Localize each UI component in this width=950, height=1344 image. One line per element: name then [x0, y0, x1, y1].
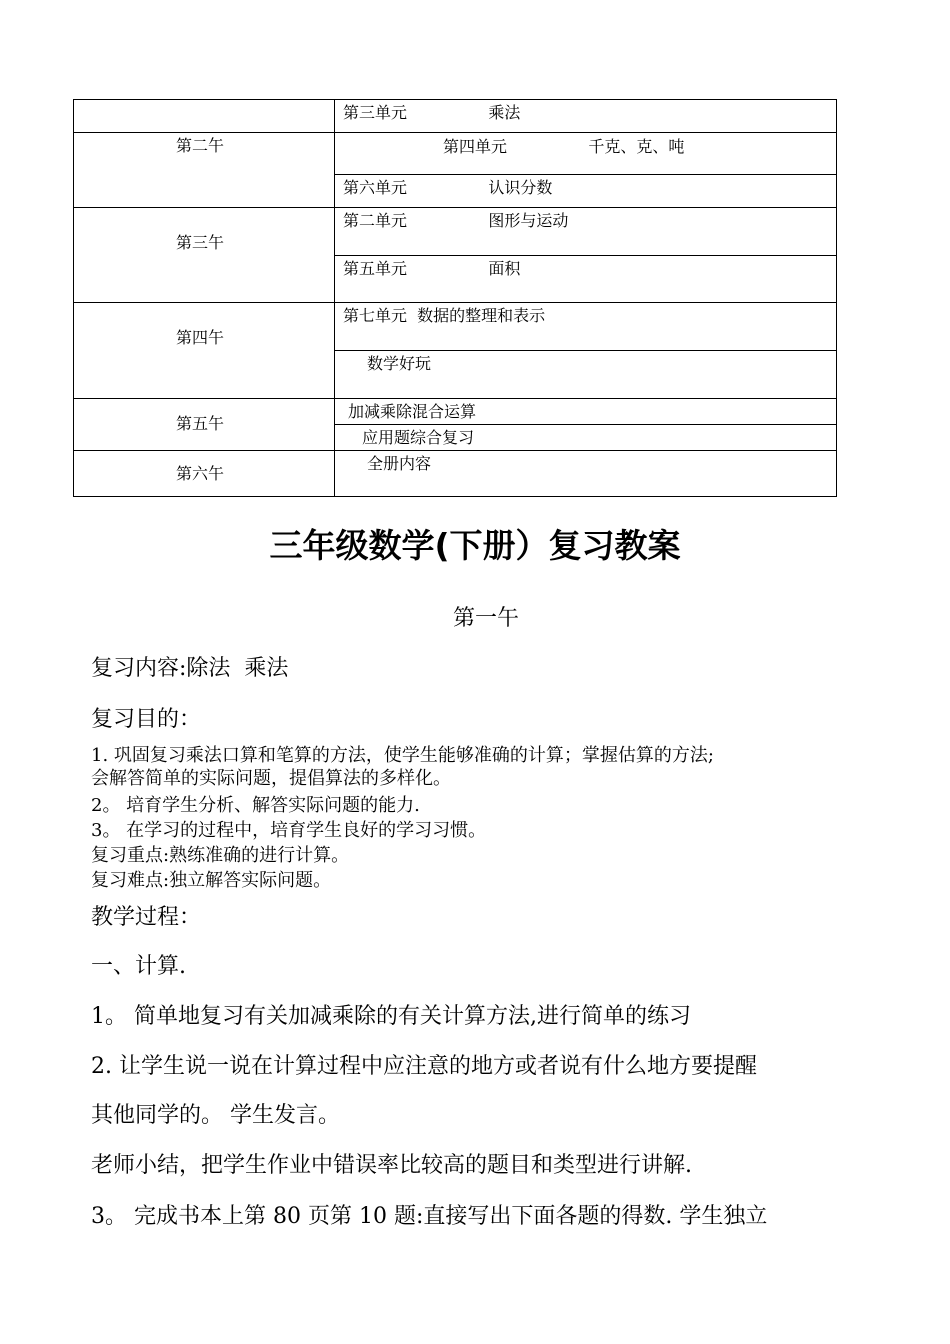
step-heading: 一、计算.	[91, 954, 186, 979]
unit-cell: 全册内容	[367, 454, 432, 473]
unit-cell: 应用题综合复习	[362, 428, 475, 447]
difficulty-point: 复习难点:独立解答实际问题。	[91, 870, 332, 891]
unit-cell: 第六单元 认识分数	[343, 178, 553, 197]
period-label: 第三午	[176, 233, 225, 252]
period-label: 第六午	[176, 464, 225, 483]
process-heading: 教学过程：	[91, 905, 202, 930]
paragraph: 3。 完成书本上第 80 页第 10 题:直接写出下面各题的得数. 学生独立	[91, 1204, 768, 1229]
unit-cell: 第三单元 乘法	[343, 103, 521, 122]
unit-cell: 加减乘除混合运算	[348, 402, 477, 421]
section-heading: 第一午	[452, 606, 519, 631]
goal-item: 3。 在学习的过程中，培育学生良好的学习习惯。	[91, 820, 487, 841]
paragraph: 1。 简单地复习有关加减乘除的有关计算方法,进行简单的练习	[91, 1004, 691, 1029]
unit-cell: 第七单元 数据的整理和表示	[343, 306, 546, 325]
key-point: 复习重点:熟练准确的进行计算。	[91, 845, 350, 866]
period-label: 第五午	[176, 414, 225, 433]
schedule-table	[73, 99, 837, 497]
review-content: 复习内容:除法 乘法	[91, 656, 289, 681]
paragraph: 老师小结，把学生作业中错误率比较高的题目和类型进行讲解.	[91, 1153, 692, 1178]
period-label: 第四午	[176, 328, 225, 347]
document-title: 三年级数学(下册）复习教案	[269, 526, 681, 565]
paragraph: 其他同学的。 学生发言。	[91, 1103, 340, 1128]
goal-item: 1. 巩固复习乘法口算和笔算的方法，使学生能够准确的计算；掌握估算的方法;	[91, 745, 714, 766]
period-label: 第二午	[176, 136, 225, 155]
paragraph: 2. 让学生说一说在计算过程中应注意的地方或者说有什么地方要提醒	[91, 1054, 757, 1079]
goal-item: 2。 培育学生分析、解答实际问题的能力.	[91, 795, 420, 816]
unit-cell: 数学好玩	[367, 354, 432, 373]
unit-cell: 第五单元 面积	[343, 259, 521, 278]
unit-cell: 第四单元 千克、克、吨	[443, 137, 685, 156]
unit-cell: 第二单元 图形与运动	[343, 211, 569, 230]
goal-item: 会解答简单的实际问题，提倡算法的多样化。	[91, 768, 451, 789]
goals-heading: 复习目的：	[91, 707, 202, 732]
